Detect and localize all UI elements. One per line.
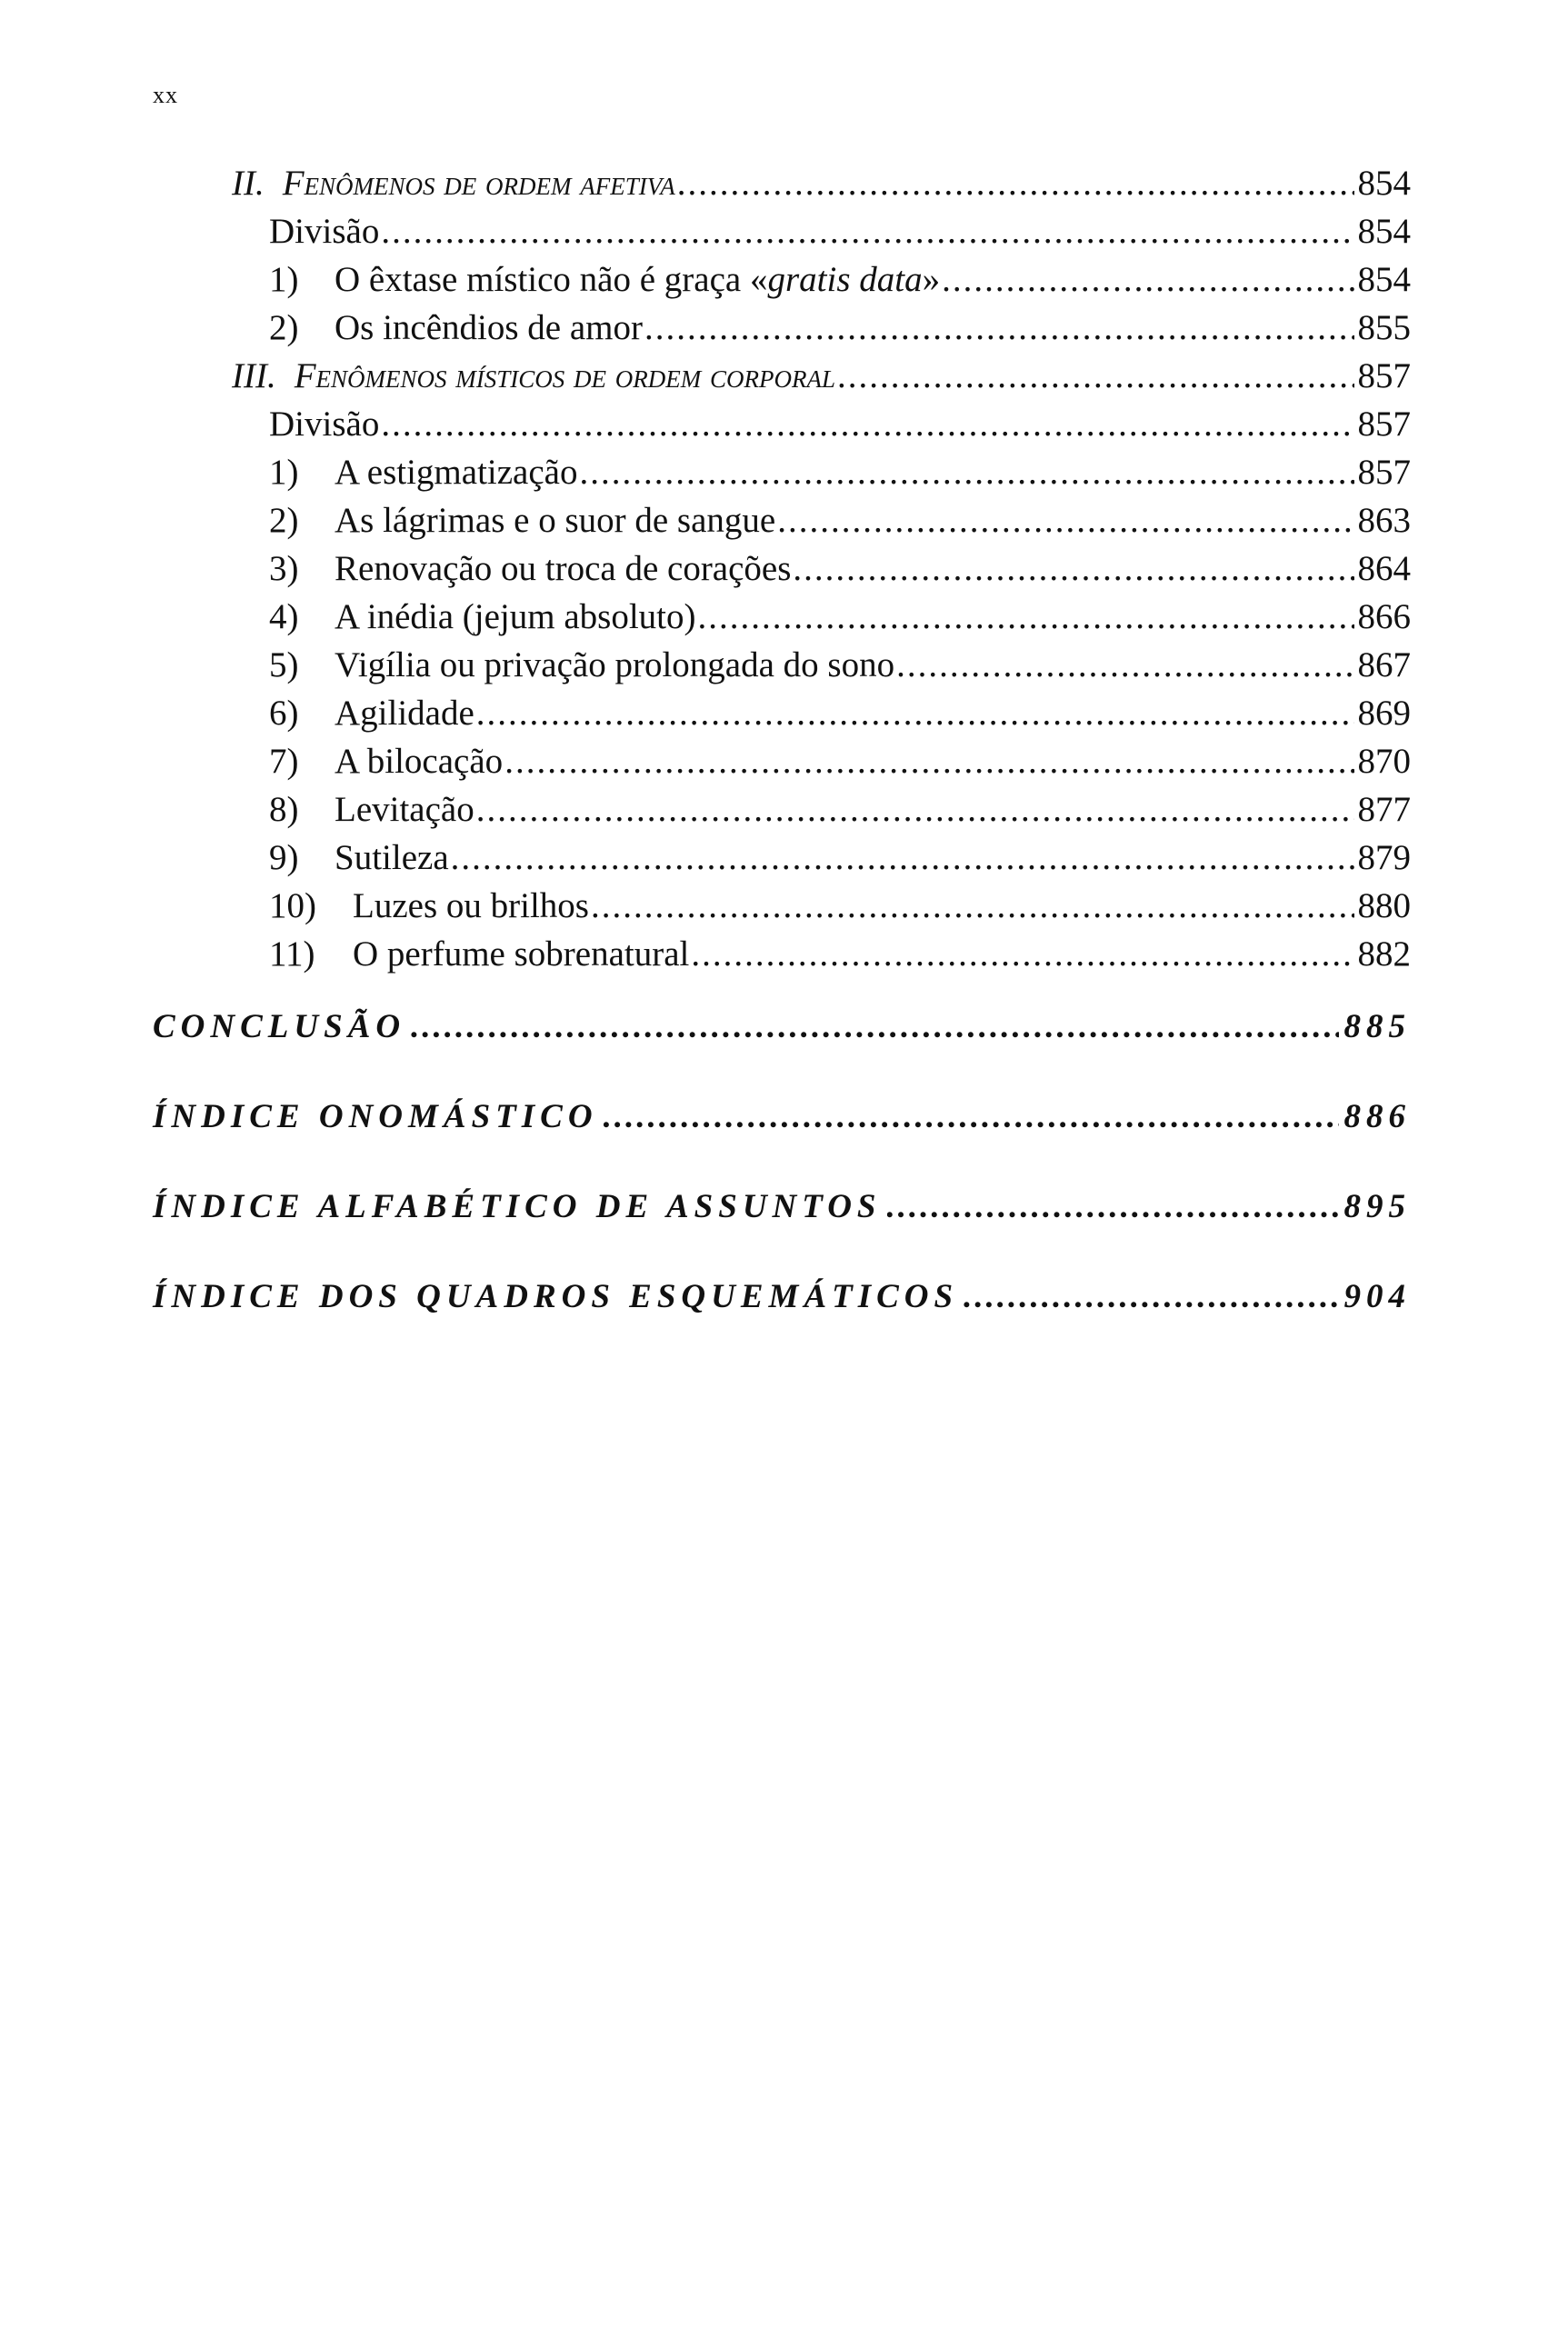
leader-dots	[964, 1275, 1338, 1319]
section-title: Fenômenos místicos de ordem corporal	[294, 356, 835, 395]
leader-dots	[411, 1005, 1338, 1049]
toc-entry	[269, 451, 1411, 494]
toc-page-number: 863	[1357, 501, 1411, 540]
toc-entry-number: 4)	[269, 597, 299, 636]
toc-entry-label: Renovação ou troca de corações	[335, 549, 792, 588]
toc-page-number: 885	[1343, 1008, 1411, 1045]
toc-page-number: 857	[1357, 453, 1411, 492]
toc-entry-number: 7)	[269, 742, 299, 781]
toc-page-number: 854	[1357, 260, 1411, 299]
leader-dots	[793, 547, 1353, 591]
toc-major-label: CONCLUSÃO	[153, 1008, 406, 1045]
toc-page-number: 866	[1357, 597, 1411, 636]
toc-entry-label: Os incêndios de amor	[335, 308, 644, 347]
leader-dots	[677, 162, 1354, 205]
toc-entry	[269, 788, 1411, 832]
toc-page-number: 895	[1343, 1188, 1411, 1225]
toc-entry	[269, 403, 1411, 446]
toc-entry	[269, 740, 1411, 784]
leader-dots	[381, 210, 1353, 254]
toc-entry	[269, 306, 1411, 350]
leader-dots	[942, 258, 1353, 302]
toc-entry-label: Divisão	[269, 212, 380, 251]
toc-entry-number: 9)	[269, 838, 299, 877]
toc-major-label: ÍNDICE ONOMÁSTICO	[153, 1098, 598, 1135]
toc-major-entry	[153, 1095, 1411, 1139]
toc-entry-label: As lágrimas e o suor de sangue	[335, 501, 776, 540]
toc-entry-number: 6)	[269, 694, 299, 733]
toc-entry	[269, 210, 1411, 254]
toc-entry	[269, 884, 1411, 928]
toc-page-number: 877	[1357, 790, 1411, 829]
toc-entry-label: O êxtase místico não é graça «gratis data»	[335, 260, 941, 299]
toc-entry	[269, 836, 1411, 880]
leader-dots	[504, 740, 1353, 784]
toc-entry-number: 11)	[269, 934, 315, 974]
toc-page-number: 855	[1357, 308, 1411, 347]
toc-entry-number: 10)	[269, 886, 316, 925]
toc-page-number: 857	[1357, 356, 1411, 395]
leader-dots	[644, 306, 1353, 350]
leader-dots	[476, 788, 1354, 832]
toc-entry-label: Levitação	[335, 790, 474, 829]
toc-section-heading	[232, 162, 1411, 205]
leader-dots	[381, 403, 1353, 446]
leader-dots	[698, 595, 1354, 639]
toc-major-label: ÍNDICE DOS QUADROS ESQUEMÁTICOS	[153, 1278, 959, 1315]
toc-major-label: ÍNDICE ALFABÉTICO DE ASSUNTOS	[153, 1188, 882, 1225]
leader-dots	[887, 1185, 1339, 1229]
leader-dots	[591, 884, 1354, 928]
toc-section-heading	[232, 355, 1411, 398]
leader-dots	[579, 451, 1353, 494]
toc-page-number: 857	[1357, 404, 1411, 444]
toc-entry-number: 2)	[269, 308, 299, 347]
toc-entry-label: Agilidade	[335, 694, 474, 733]
toc-entry-label: A bilocação	[335, 742, 504, 781]
toc-entry-label: Luzes ou brilhos	[353, 886, 589, 925]
toc-major-entry	[153, 1275, 1411, 1319]
toc-entry	[269, 547, 1411, 591]
toc-major-entry	[153, 1005, 1411, 1049]
toc-page-number: 854	[1357, 212, 1411, 251]
toc-page-number: 880	[1357, 886, 1411, 925]
toc-entry-label: Vigília ou privação prolongada do sono	[335, 645, 895, 684]
toc-page-number: 904	[1343, 1278, 1411, 1315]
section-title: Fenômenos de ordem afetiva	[282, 164, 675, 203]
leader-dots	[691, 933, 1353, 976]
toc-entry-label: A inédia (jejum absoluto)	[335, 597, 696, 636]
leader-dots	[604, 1095, 1339, 1139]
leader-dots	[476, 692, 1354, 735]
toc-entry-number: 3)	[269, 549, 299, 588]
toc-entry	[269, 258, 1411, 302]
leader-dots	[837, 355, 1354, 398]
section-roman: III.	[232, 356, 276, 395]
toc-entry	[269, 692, 1411, 735]
toc-entry-label: Sutileza	[335, 838, 449, 877]
toc-entry-number: 1)	[269, 260, 299, 299]
toc-page-number: 867	[1357, 645, 1411, 684]
toc-entry	[269, 499, 1411, 543]
toc-major-entry	[153, 1185, 1411, 1229]
toc-entry-number: 1)	[269, 453, 299, 492]
toc-entry-label: A estigmatização	[335, 453, 578, 492]
toc-entry-number: 8)	[269, 790, 299, 829]
toc-entry-label: Divisão	[269, 404, 380, 444]
toc-entry	[269, 933, 1411, 976]
toc-page-number: 869	[1357, 694, 1411, 733]
toc-entry-number: 2)	[269, 501, 299, 540]
toc-page-number: 864	[1357, 549, 1411, 588]
toc-page-number: 886	[1343, 1098, 1411, 1135]
toc-page-number: 882	[1357, 934, 1411, 974]
leader-dots	[896, 644, 1353, 687]
toc-page-number: 879	[1357, 838, 1411, 877]
toc-entry	[269, 595, 1411, 639]
toc-entry	[269, 644, 1411, 687]
toc-entry-number: 5)	[269, 645, 299, 684]
toc-page-number: 870	[1357, 742, 1411, 781]
section-roman: II.	[232, 164, 265, 203]
leader-dots	[451, 836, 1354, 880]
toc-page-number: 854	[1357, 164, 1411, 203]
toc-entry-label: O perfume sobrenatural	[353, 934, 690, 974]
page-number: xx	[153, 82, 178, 108]
leader-dots	[777, 499, 1353, 543]
